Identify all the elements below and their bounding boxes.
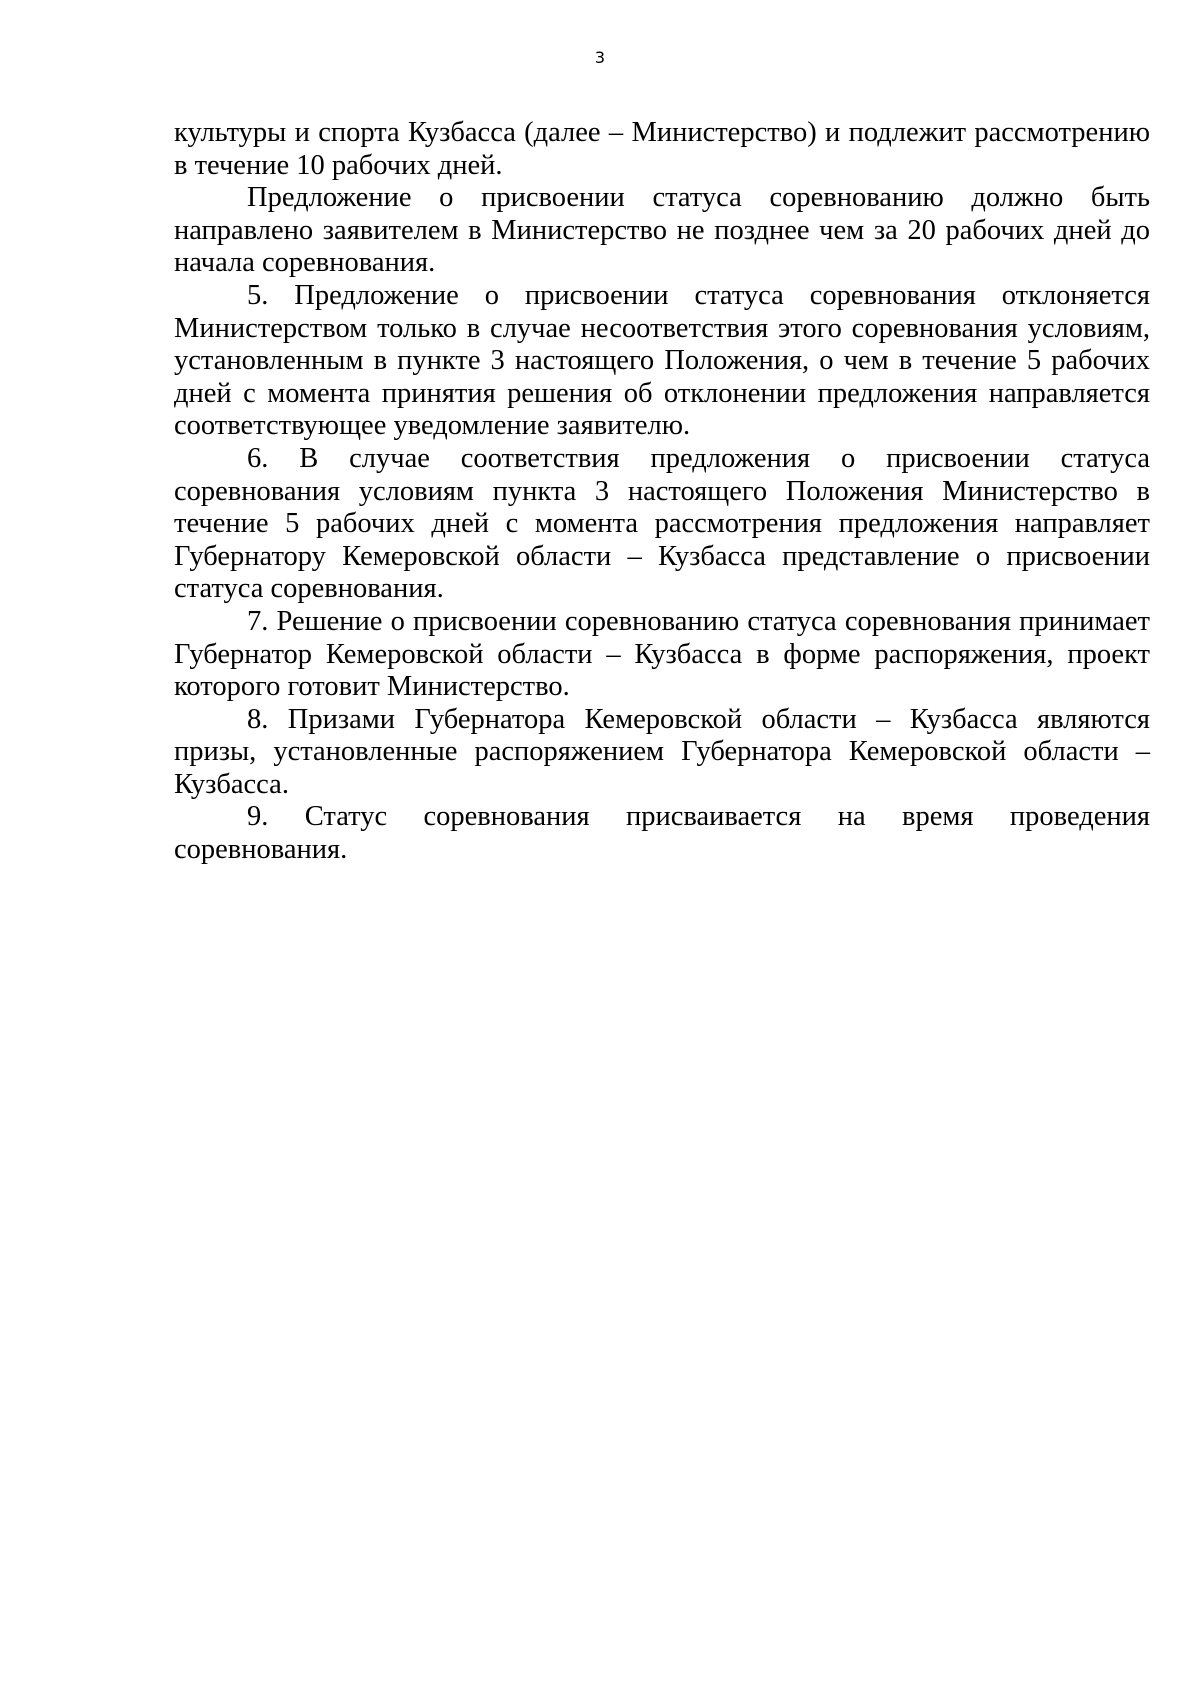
paragraph-item-9: 9. Статус соревнования присваивается на время проведения соревнования. <box>174 801 1150 866</box>
paragraph-item-5: 5. Предложение о присвоении статуса соревнования отклоняется Министерством только в случае несоответствия этого соревнования условиям, установленным в пункте 3 настоящего Положения, о чем в течение 5 рабочих дней с момента принятия решения об отклонении предложения направляется соответствующее уведомление заявителю. <box>174 279 1150 442</box>
paragraph-submission-deadline: Предложение о присвоении статуса соревнованию должно быть направлено заявителем в Министерство не позднее чем за 20 рабочих дней до начала соревнования. <box>174 182 1150 279</box>
paragraph-item-6: 6. В случае соответствия предложения о присвоении статуса соревнования условиям пункта 3 настоящего Положения Министерство в течение 5 рабочих дней с момента рассмотрения предложения направляет Губернатору Кемеровской области – Кузбасса представление о присвоении статуса соревнования. <box>174 442 1150 605</box>
paragraph-continuation: культуры и спорта Кузбасса (далее – Министерство) и подлежит рассмотрению в течение 10 рабочих дней. <box>174 117 1150 181</box>
paragraph-item-8: 8. Призами Губернатора Кемеровской области – Кузбасса являются призы, установленные распоряжением Губернатора Кемеровской области – Кузбасса. <box>174 703 1150 800</box>
paragraph-item-7: 7. Решение о присвоении соревнованию статуса соревнования принимает Губернатор Кемеровской области – Кузбасса в форме распоряжения, проект которого готовит Министерство. <box>174 605 1150 703</box>
page-number: 3 <box>594 48 606 67</box>
document-body <box>174 117 1150 867</box>
